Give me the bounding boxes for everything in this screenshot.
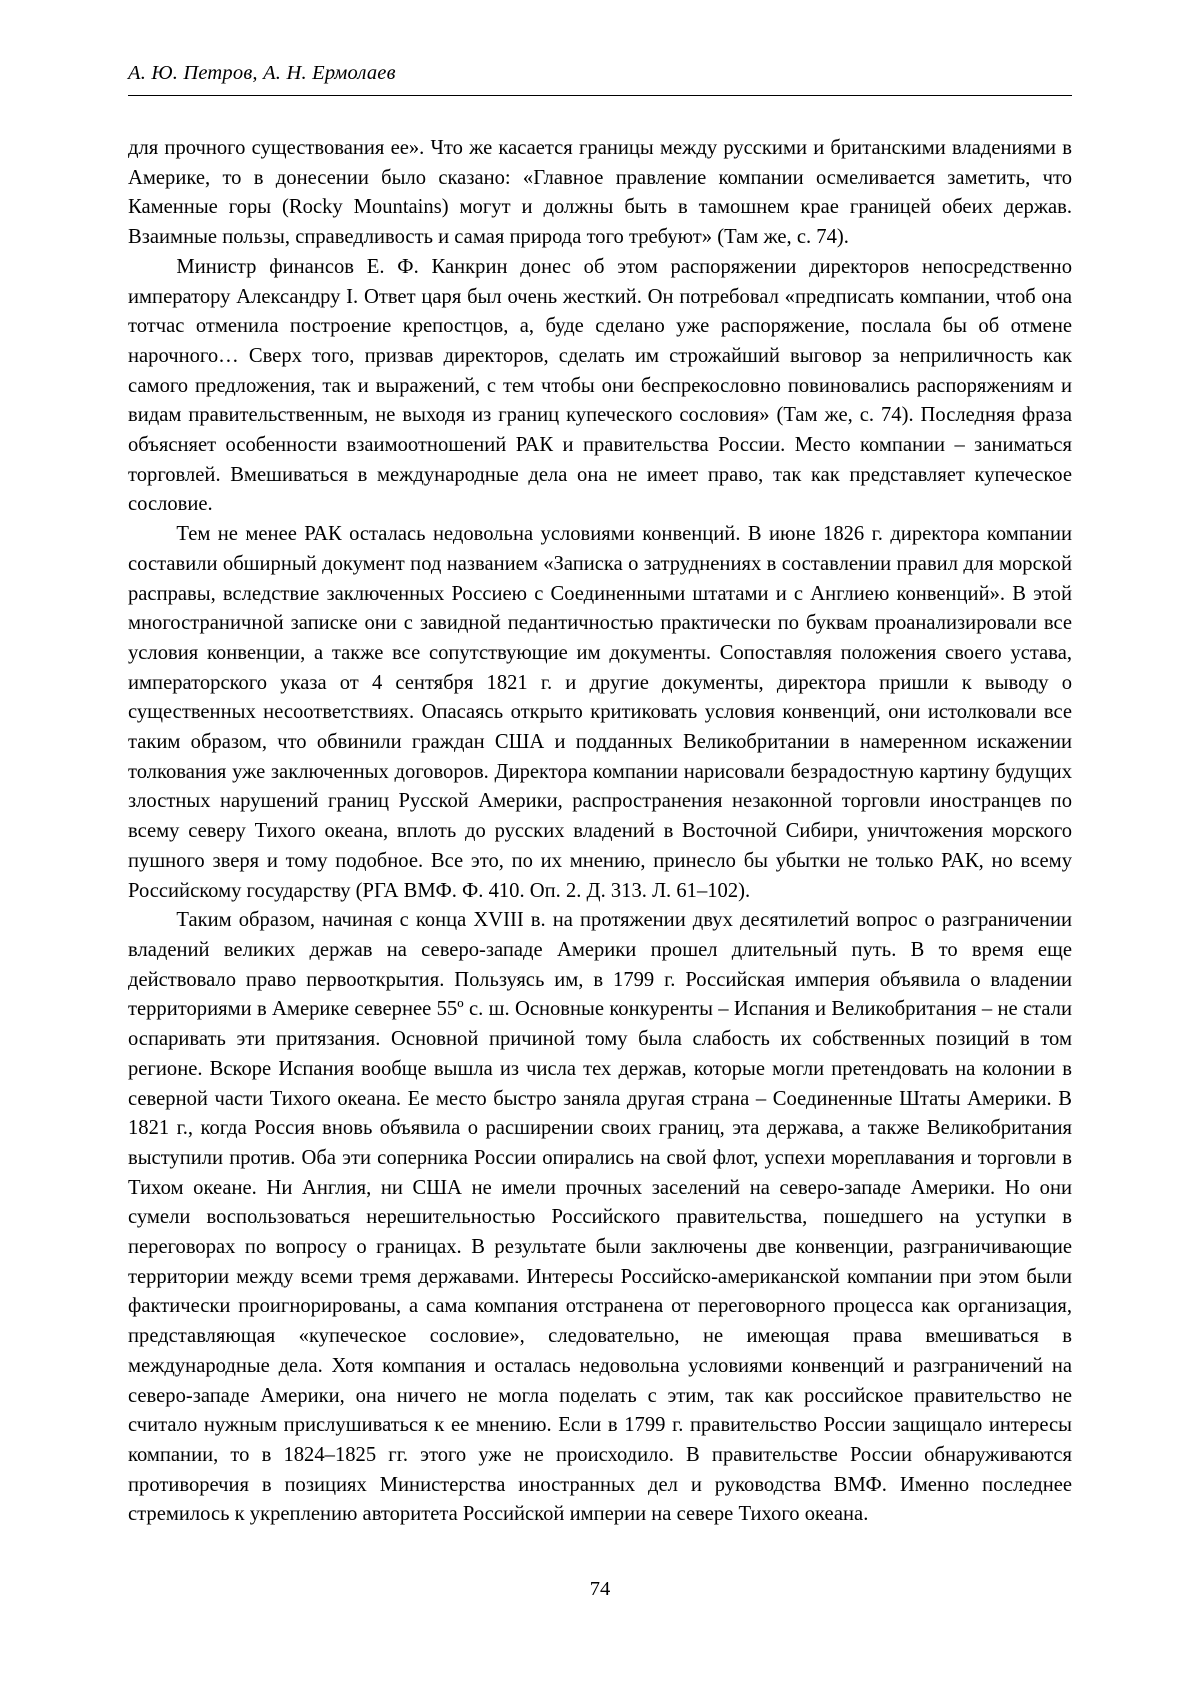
paragraph-4: Таким образом, начиная с конца XVIII в. на протяжении двух десятилетий вопрос о разграничении владений великих держав на северо-западе Америки прошел длительный путь. В то время еще действовало право первооткрытия. Пользуясь им, в 1799 г. Российская империя объявила о владении территориями в Америке севернее 55º с. ш. Основные конкуренты – Испания и Великобритания – не стали оспаривать эти притязания. Основной причиной тому была слабость их собственных позиций в том регионе. Вскоре Испания вообще вышла из числа тех держав, которые могли претендовать на колонии в северной части Тихого океана. Ее место быстро заняла другая страна – Соединенные Штаты Америки. В 1821 г., когда Россия вновь объявила о расширении своих границ, эта держава, а также Великобритания выступили против. Оба эти соперника России опирались на свой флот, успехи мореплавания и торговли в Тихом океане. Ни Англия, ни США не имели прочных заселений на северо-западе Америки. Но они сумели воспользоваться нерешительностью Российского правительства, пошедшего на уступки в переговорах по вопросу о границах. В результате были заключены две конвенции, разграничивающие территории между всеми тремя державами. Интересы Российско-американской компании при этом были фактически проигнорированы, а сама компания отстранена от переговорного процесса как организация, представляющая «купеческое сословие», следовательно, не имеющая права вмешиваться в международные дела. Хотя компания и осталась недовольна условиями конвенций и разграничений на северо-западе Америки, она ничего не могла поделать с этим, так как российское правительство не считало нужным прислушиваться к ее мнению. Если в 1799 г. правительство России защищало интересы компании, то в 1824–1825 гг. этого уже не происходило. В правительстве России обнаруживаются противоречия в позициях Министерства иностранных дел и руководства ВМФ. Именно последнее стремилось к укреплению авторитета Российской империи на севере Тихого океана. <box>128 909 1072 1526</box>
paragraph-3: Тем не менее РАК осталась недовольна условиями конвенций. В июне 1826 г. директора компании составили обширный документ под названием «Записка о затруднениях в составлении правил для морской расправы, вследствие заключенных Россиею с Соединенными штатами и с Англиею конвенций». В этой многостраничной записке они с завидной педантичностью практически по буквам проанализировали все условия конвенции, а также все сопутствующие им документы. Сопоставляя положения своего устава, императорского указа от 4 сентября 1821 г. и другие документы, директора пришли к выводу о существенных несоответствиях. Опасаясь открыто критиковать условия конвенций, они истолковали все таким образом, что обвинили граждан США и подданных Великобритании в намеренном искажении толкования уже заключенных договоров. Директора компании нарисовали безрадостную картину будущих злостных нарушений границ Русской Америки, распространения незаконной торговли иностранцев по всему северу Тихого океана, вплоть до русских владений в Восточной Сибири, уничтожения морского пушного зверя и тому подобное. Все это, по их мнению, принесло бы убытки не только РАК, но всему Российскому государству (РГА ВМФ. Ф. 410. Оп. 2. Д. 313. Л. 61–102). <box>128 523 1072 902</box>
paragraph-1: для прочного существования ее». Что же касается границы между русскими и британскими владениями в Америке, то в донесении было сказано: «Главное правление компании осмеливается заметить, что Каменные горы (Rocky Mountains) могут и должны быть в тамошнем крае границей обеих держав. Взаимные пользы, справедливость и самая природа того требуют» (Там же, с. 74). <box>128 137 1072 249</box>
header-divider <box>128 95 1072 96</box>
running-head: А. Ю. Петров, А. Н. Ермолаев <box>128 62 396 84</box>
page-number: 74 <box>589 1578 611 1600</box>
body-text <box>128 134 1072 1530</box>
paragraph-2: Министр финансов Е. Ф. Канкрин донес об этом распоряжении директоров непосредственно императору Александру I. Ответ царя был очень жесткий. Он потребовал «предписать компании, чтоб она тотчас отменила построение крепостцов, а, буде сделано уже распоряжение, послала бы об отмене нарочного… Сверх того, призвав директоров, сделать им строжайший выговор за неприличность как самого предложения, так и выражений, с тем чтобы они беспрекословно повиновались распоряжениям и видам правительственным, не выходя из границ купеческого сословия» (Там же, с. 74). Последняя фраза объясняет особенности взаимоотношений РАК и правительства России. Место компании – заниматься торговлей. Вмешиваться в международные дела она не имеет право, так как представляет купеческое сословие. <box>128 255 1072 516</box>
